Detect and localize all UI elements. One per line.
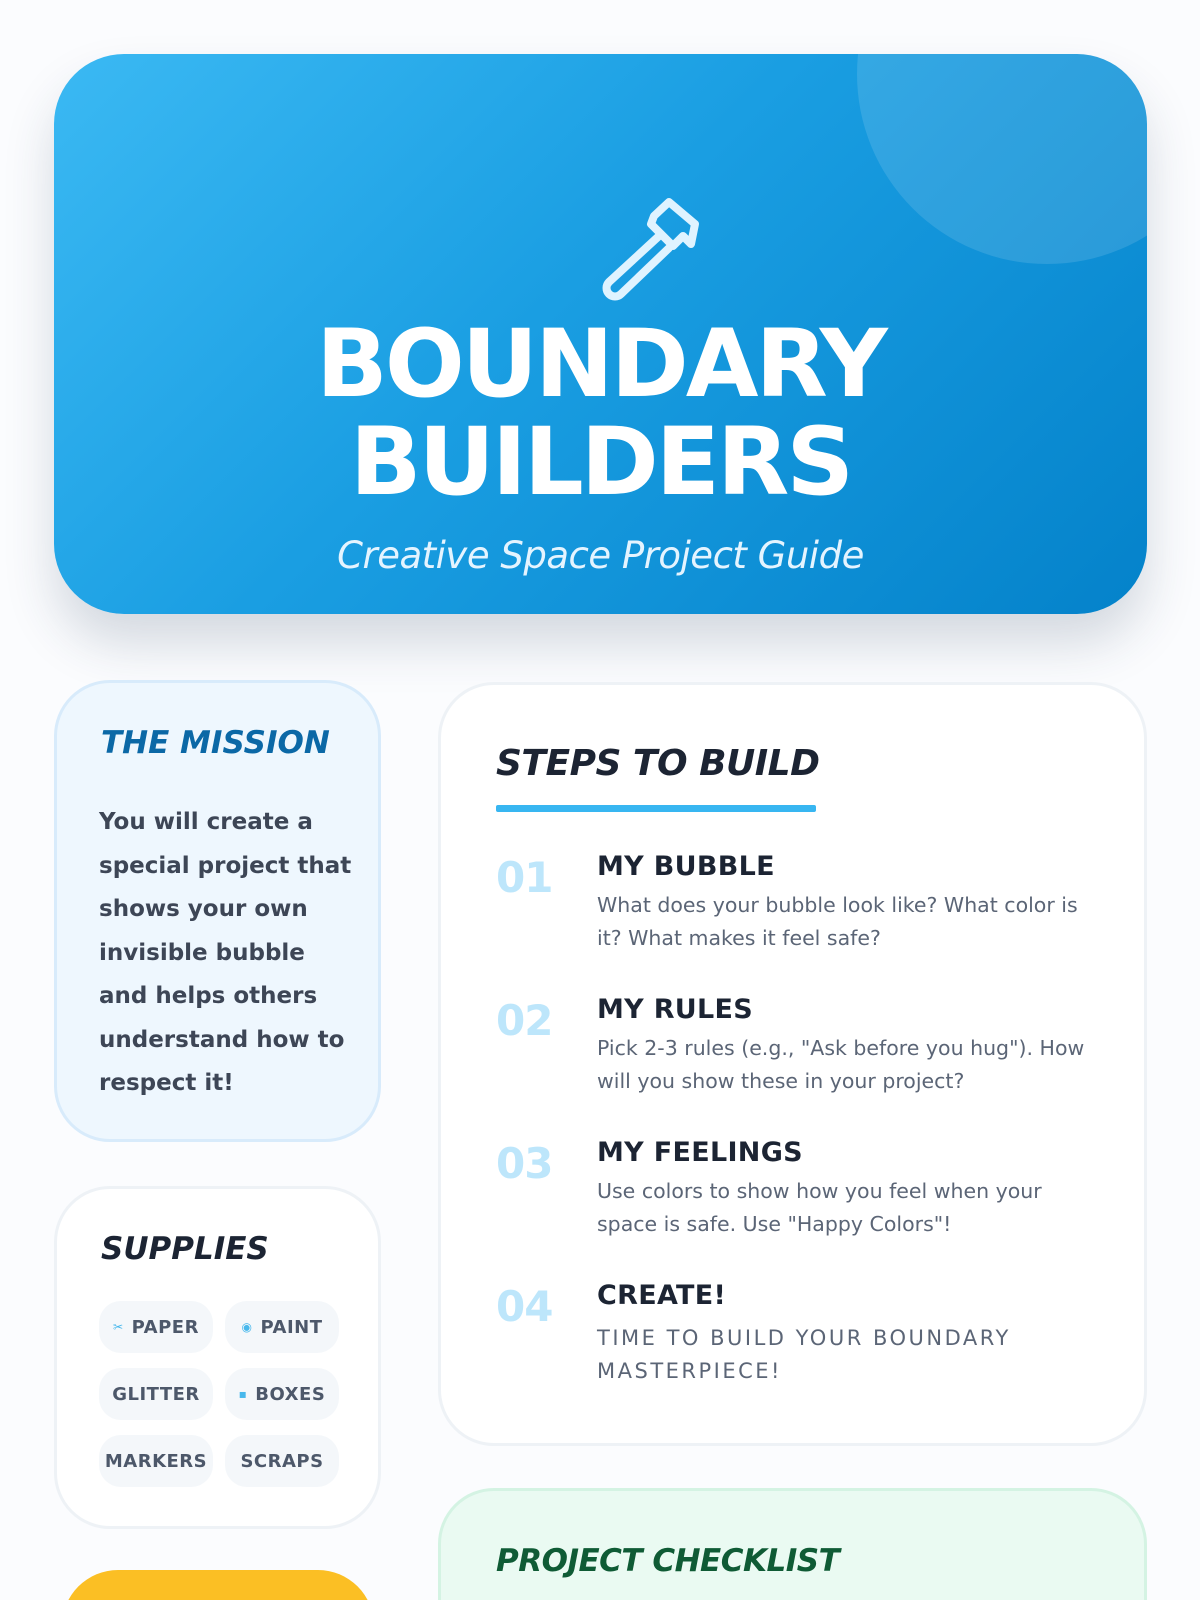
box-icon: ▪ bbox=[238, 1387, 248, 1401]
step-heading: MY FEELINGS bbox=[597, 1137, 803, 1168]
supply-label: GLITTER bbox=[112, 1383, 200, 1405]
supply-chip-glitter bbox=[99, 1368, 213, 1420]
step-heading: MY BUBBLE bbox=[597, 851, 775, 882]
title-line-1: BOUNDARY bbox=[316, 310, 885, 419]
step-body: What does your bubble look like? What color is it? What makes it feel safe? bbox=[597, 893, 1078, 950]
title-line-2: BUILDERS bbox=[349, 408, 852, 517]
supply-chip-paper bbox=[99, 1301, 213, 1353]
hero-banner bbox=[54, 54, 1147, 614]
step-number: 02 bbox=[496, 996, 553, 1045]
palette-icon: ◉ bbox=[241, 1320, 253, 1334]
steps-card bbox=[438, 682, 1147, 1446]
supply-chip-boxes bbox=[225, 1368, 339, 1420]
steps-title: STEPS TO BUILD bbox=[496, 743, 820, 784]
title-underline bbox=[496, 805, 816, 812]
step-heading: MY RULES bbox=[597, 994, 754, 1025]
checklist-title: PROJECT CHECKLIST bbox=[496, 1543, 840, 1579]
page-subtitle: Creative Space Project Guide bbox=[337, 534, 864, 577]
mission-title: THE MISSION bbox=[101, 725, 330, 761]
yellow-card bbox=[62, 1570, 374, 1600]
decorative-circle bbox=[857, 54, 1147, 264]
supply-chip-markers bbox=[99, 1435, 213, 1487]
page-title bbox=[54, 310, 1147, 517]
mission-card bbox=[54, 680, 381, 1142]
step-heading: CREATE! bbox=[597, 1280, 727, 1311]
supply-label: PAPER bbox=[131, 1316, 199, 1338]
supply-label: BOXES bbox=[255, 1383, 326, 1405]
checklist-card bbox=[438, 1488, 1147, 1600]
supply-chip-paint bbox=[225, 1301, 339, 1353]
supply-chip-scraps bbox=[225, 1435, 339, 1487]
supply-label: SCRAPS bbox=[240, 1450, 324, 1472]
supplies-card bbox=[54, 1186, 381, 1529]
mission-text: You will create a special project that shows your own invisible bubble and helps others understand how to respect it! bbox=[99, 809, 352, 1096]
step-number: 03 bbox=[496, 1139, 553, 1188]
step-number: 01 bbox=[496, 853, 553, 902]
step-body: TIME TO BUILD YOUR BOUNDARY MASTERPIECE! bbox=[597, 1326, 1011, 1383]
step-body: Pick 2-3 rules (e.g., "Ask before you hug"). How will you show these in your project? bbox=[597, 1036, 1085, 1093]
hammer-icon bbox=[599, 194, 709, 304]
step-number: 04 bbox=[496, 1282, 553, 1331]
supply-label: PAINT bbox=[260, 1316, 323, 1338]
scissors-icon: ✂ bbox=[113, 1320, 124, 1334]
step-body: Use colors to show how you feel when your space is safe. Use "Happy Colors"! bbox=[597, 1179, 1042, 1236]
supplies-title: SUPPLIES bbox=[101, 1231, 269, 1267]
supply-label: MARKERS bbox=[104, 1450, 208, 1472]
